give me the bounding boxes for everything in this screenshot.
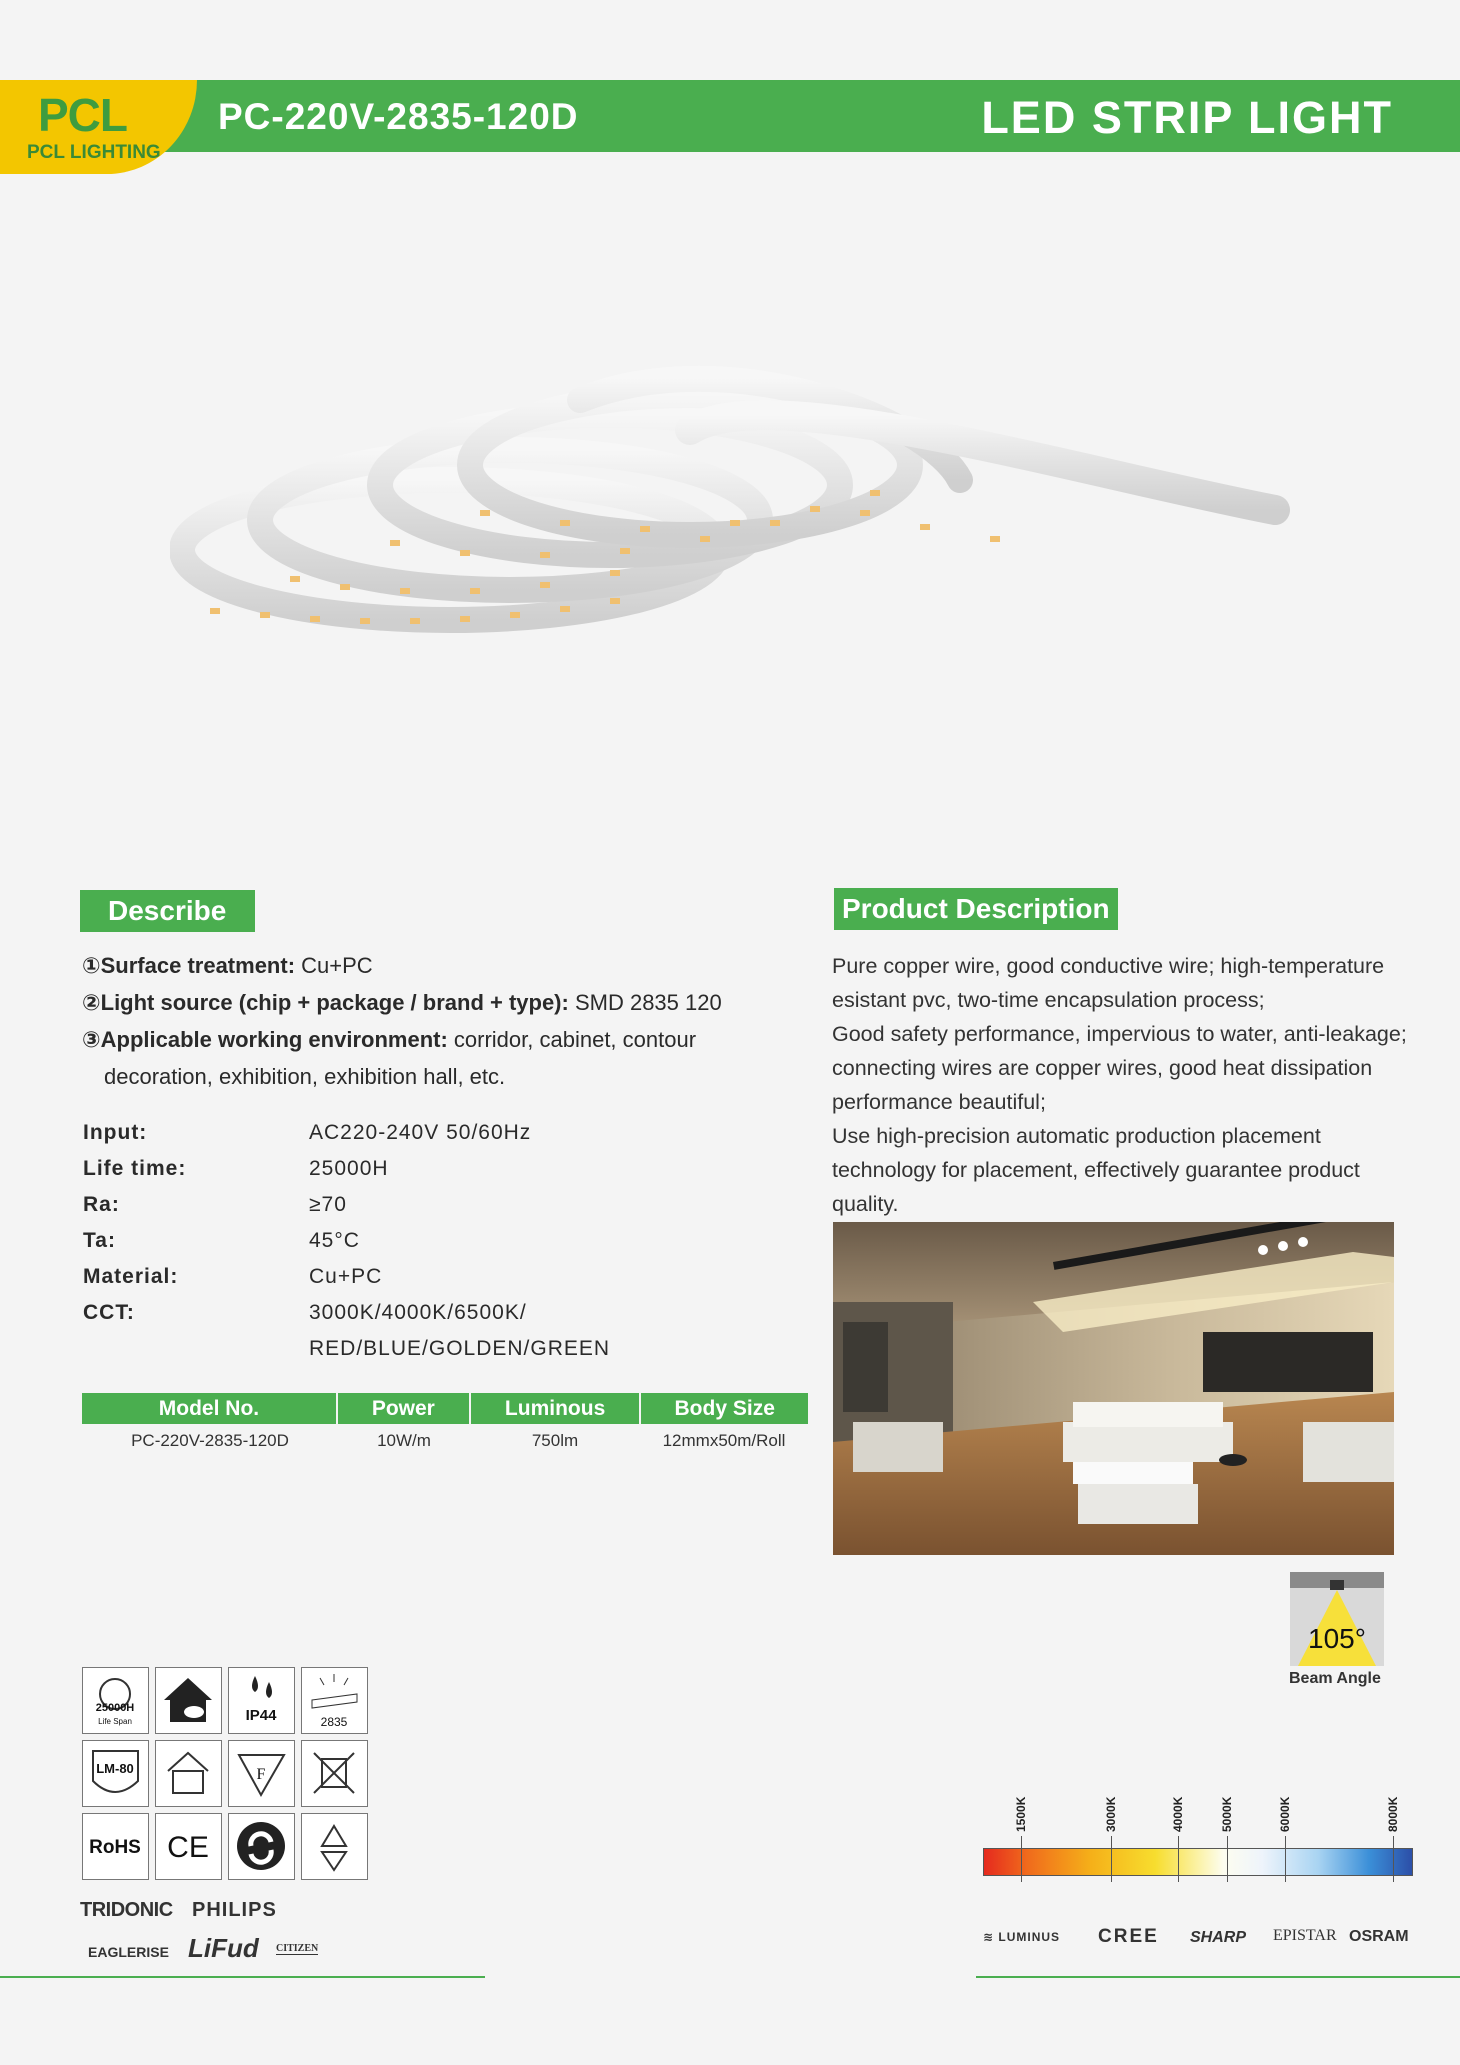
describe-heading: Describe [80, 890, 255, 932]
svg-text:2835: 2835 [320, 1715, 348, 1729]
svg-text:F: F [256, 1766, 266, 1783]
desc-line: Pure copper wire, good conductive wire; high-temperature [832, 954, 1385, 978]
beam-angle-value: 105° [1308, 1623, 1366, 1654]
cct-color-bar [983, 1848, 1413, 1876]
footer-line-right [976, 1976, 1460, 1978]
cct-tick [1393, 1836, 1394, 1882]
cell-body-size: 12mmx50m/Roll [662, 1431, 786, 1450]
ce-icon [155, 1813, 222, 1880]
cct-label-4000: 4000K [1171, 1796, 1185, 1832]
sharp-logo: SHARP [1190, 1929, 1247, 1946]
svg-text:Life Span: Life Span [98, 1717, 132, 1726]
cct-label-1500: 1500K [1014, 1796, 1028, 1832]
feature-environment-cont: decoration, exhibition, exhibition hall, etc. [104, 1064, 506, 1089]
cct-label-8000: 8000K [1386, 1796, 1400, 1832]
desc-line: performance beautiful; [832, 1090, 1046, 1114]
cct-label-5000: 5000K [1220, 1796, 1234, 1832]
recycle-icon [301, 1813, 368, 1880]
brand-name: PCL LIGHTING [27, 142, 161, 163]
table-row [82, 1424, 808, 1458]
feature-light-source: ②Light source (chip + package / brand + type): SMD 2835 120 [82, 990, 722, 1015]
brand-logo: PCL [38, 89, 127, 141]
cree-logo: CREE [1098, 1926, 1159, 1947]
cct-tick [1285, 1836, 1286, 1882]
osram-logo: OSRAM [1349, 1928, 1409, 1945]
col-power: Power [338, 1393, 471, 1424]
cell-power: 10W/m [377, 1431, 431, 1450]
feature-surface: ①Surface treatment: Cu+PC [82, 953, 373, 978]
chip-2835-icon [301, 1667, 368, 1734]
luminus-logo: ≋ LUMINUS [983, 1930, 1061, 1944]
eaglerise-logo: EAGLERISE [88, 1944, 169, 1960]
indoor-icon [155, 1740, 222, 1807]
cct-tick [1111, 1836, 1112, 1882]
certification-icons [82, 1667, 372, 1885]
col-luminous: Luminous [471, 1393, 642, 1424]
lifud-logo: LiFud [188, 1933, 259, 1963]
col-body-size: Body Size [674, 1397, 775, 1420]
desc-line: esistant pvc, two-time encapsulation process; [832, 988, 1265, 1012]
room-application-photo [833, 1222, 1394, 1555]
citizen-logo: CITIZEN [276, 1943, 319, 1954]
desc-line: Use high-precision automatic production placement [832, 1124, 1321, 1148]
svg-text:IP44: IP44 [245, 1707, 277, 1724]
cell-luminous: 750lm [531, 1431, 579, 1450]
spec-table [82, 1393, 808, 1458]
cct-label-3000: 3000K [1104, 1796, 1118, 1832]
lm80-icon [82, 1740, 149, 1807]
beam-angle-icon [1290, 1572, 1384, 1666]
col-model: Model No. [82, 1393, 338, 1424]
philips-logo: PHILIPS [192, 1899, 277, 1921]
svg-text:LM-80: LM-80 [96, 1761, 134, 1776]
cell-model: PC-220V-2835-120D [131, 1431, 289, 1450]
desc-line: connecting wires are copper wires, good heat dissipation [832, 1056, 1373, 1080]
product-description-heading: Product Description [834, 888, 1118, 930]
desc-line: technology for placement, effectively guarantee product [832, 1158, 1360, 1182]
cct-tick [1227, 1836, 1228, 1882]
cct-tick [1178, 1836, 1179, 1882]
lifespan-icon [82, 1667, 149, 1734]
cct-tick [1021, 1836, 1022, 1882]
model-title: PC-220V-2835-120D [218, 96, 579, 137]
footer-line-left [0, 1976, 485, 1978]
green-dot-icon [228, 1813, 295, 1880]
ip44-icon [228, 1667, 295, 1734]
product-description-text [832, 949, 1432, 1221]
weee-icon [301, 1740, 368, 1807]
svg-text:25000H: 25000H [95, 1702, 135, 1714]
table-header [82, 1393, 808, 1424]
beam-angle-label: Beam Angle [1289, 1670, 1381, 1687]
desc-line: Good safety performance, impervious to water, anti-leakage; [832, 1022, 1407, 1046]
cct-label-6000: 6000K [1278, 1796, 1292, 1832]
tridonic-logo: TRIDONIC [80, 1899, 173, 1921]
category-title: LED STRIP LIGHT [981, 92, 1393, 143]
svg-text:CE: CE [167, 1831, 209, 1864]
home-icon [155, 1667, 222, 1734]
epistar-logo: EPISTAR [1273, 1927, 1337, 1944]
desc-line: quality. [832, 1192, 899, 1216]
feature-environment: ③Applicable working environment: corridor, cabinet, contour [82, 1027, 697, 1052]
led-strip-image [170, 360, 1290, 660]
f-mark-icon [228, 1740, 295, 1807]
rohs-icon [82, 1813, 149, 1880]
svg-text:RoHS: RoHS [89, 1837, 141, 1858]
